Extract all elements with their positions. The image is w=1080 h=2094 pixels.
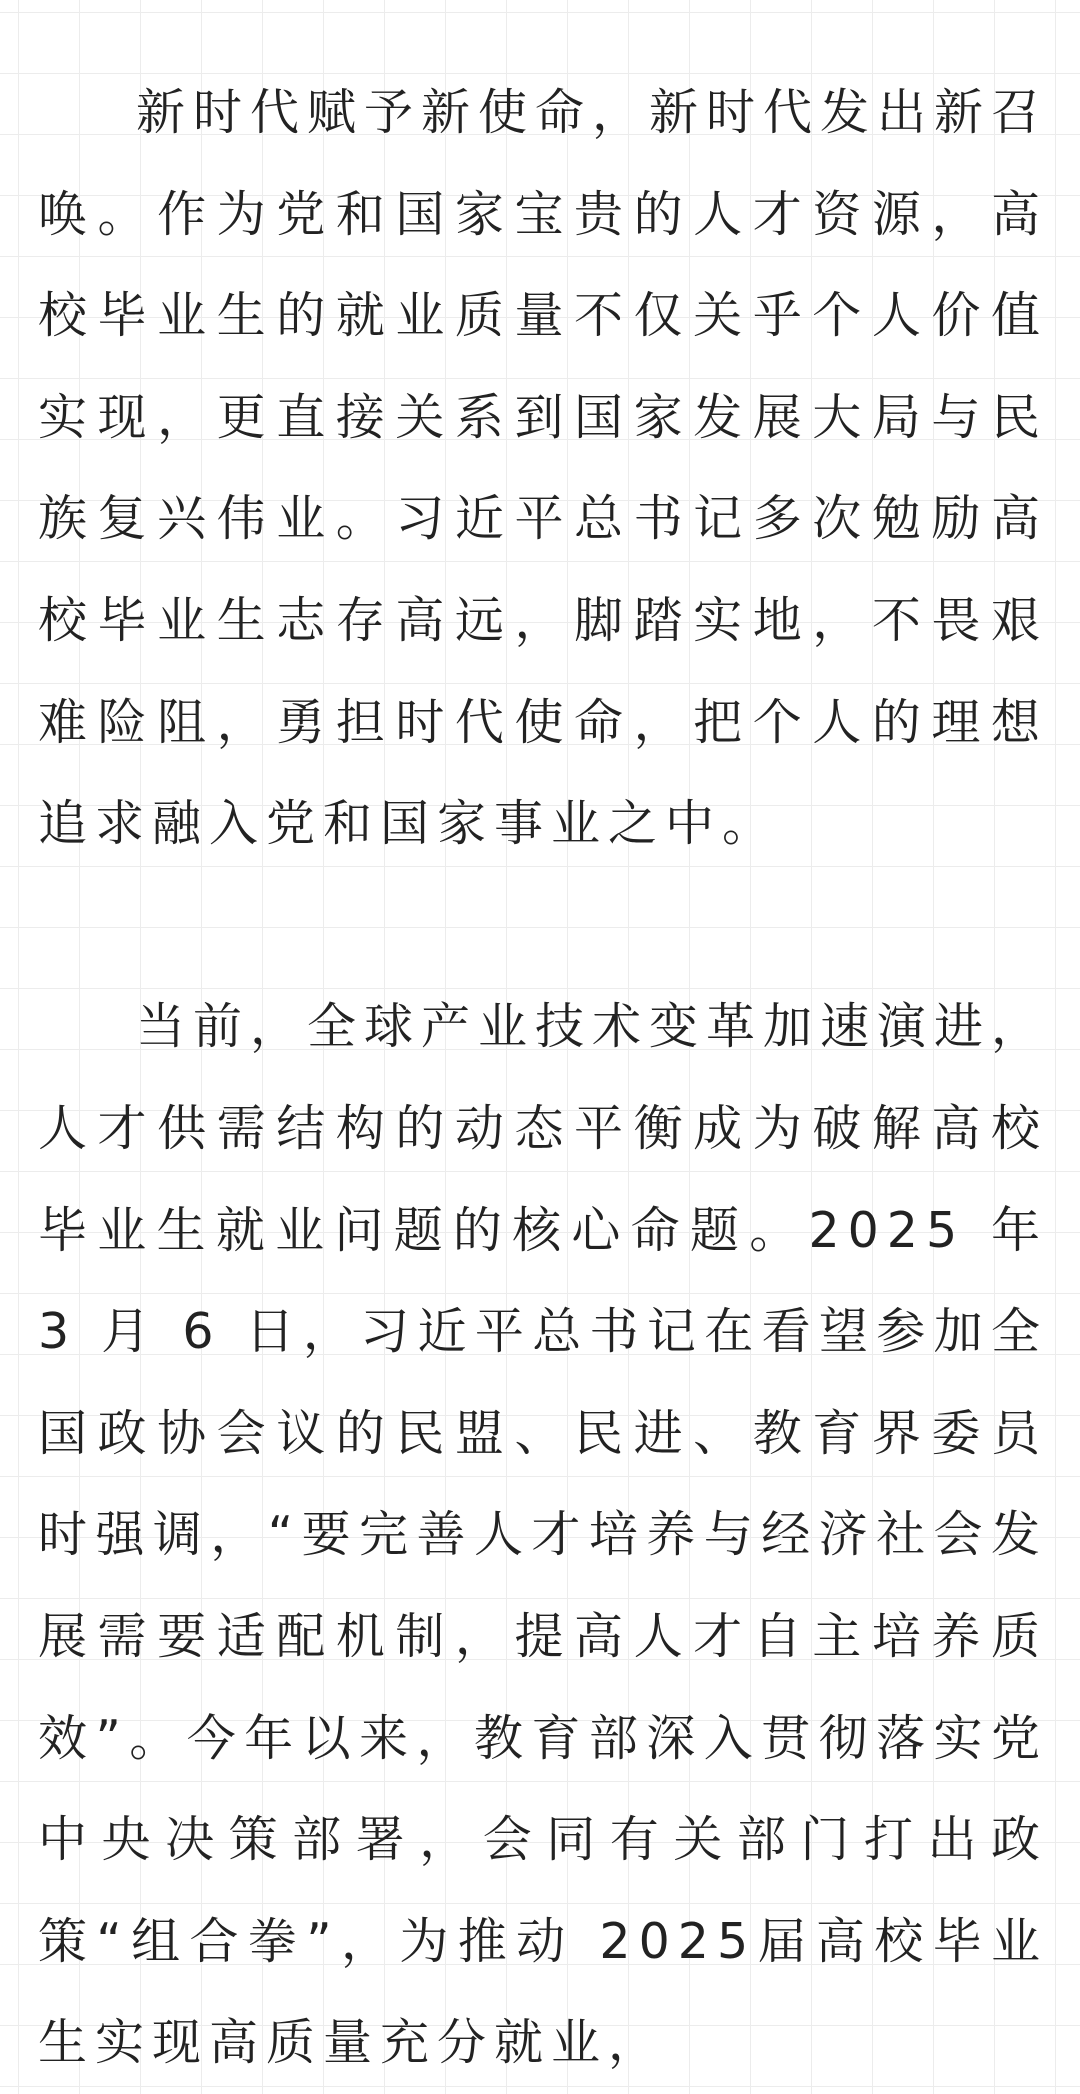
article-body <box>38 62 1048 2094</box>
article-paragraph-1: 新时代赋予新使命，新时代发出新召唤。作为党和国家宝贵的人才资源，高校毕业生的就业质量不仅关乎个人价值实现，更直接关系到国家发展大局与民族复兴伟业。习近平总书记多次勉励高校毕业生志存高远，脚踏实地，不畏艰难险阻，勇担时代使命，把个人的理想追求融入党和国家事业之中。 <box>38 84 1049 853</box>
article-paragraph-2: 当前，全球产业技术变革加速演进，人才供需结构的动态平衡成为破解高校毕业生就业问题的核心命题。2025 年 3 月 6 日，习近平总书记在看望参加全国政协会议的民盟、民进、教育界委员时强调，“要完善人才培养与经济社会发展需要适配机制，提高人才自主培养质效”。今年以来，教育部深入贯彻落实党中央决策部署，会同有关部门打出政策“组合拳”，为推动 2025届高校毕业生实现高质量充分就业， <box>38 998 1049 2072</box>
